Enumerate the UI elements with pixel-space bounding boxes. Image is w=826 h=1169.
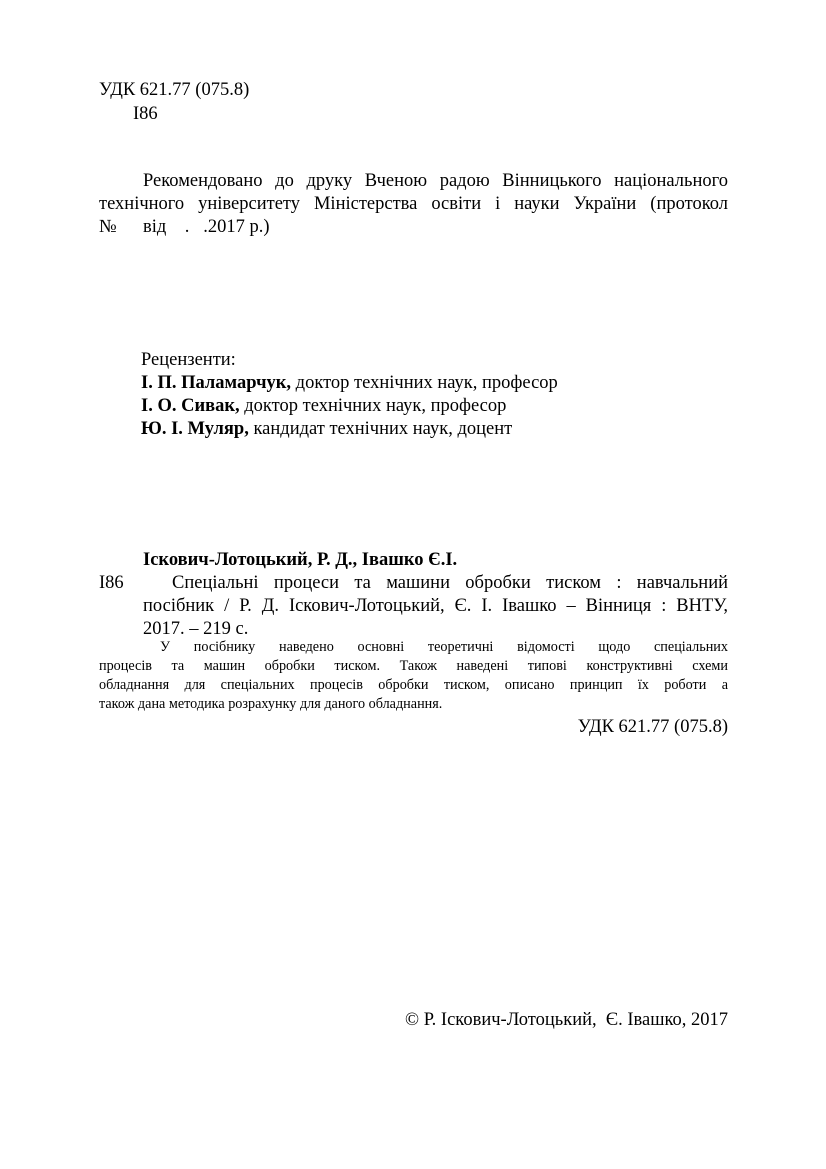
reviewer-1 <box>141 372 558 394</box>
abstract-line-4: також дана методика розрахунку для даного обладнання. <box>99 696 443 712</box>
reviewer-name: І. О. Сивак, <box>141 396 240 416</box>
abstract-line-1: У посібнику наведено основні теоретичні відомості щодо спеціальних <box>160 639 728 655</box>
reviewer-title: кандидат технічних наук, доцент <box>248 419 513 439</box>
copyright-notice: © Р. Іскович-Лотоцький, Є. Івашко, 2017 <box>405 1010 728 1030</box>
catalog-line-3: 2017. – 219 с. <box>143 619 249 639</box>
udk-code: УДК 621.77 (075.8) <box>99 80 250 100</box>
recommendation-line-2: технічного університету Міністерства освіти і науки України (протокол <box>99 194 728 214</box>
reviewers-heading: Рецензенти: <box>141 350 236 370</box>
catalog-line-1: Спеціальні процеси та машини обробки тиском : навчальний <box>172 573 728 593</box>
catalog-udk: УДК 621.77 (075.8) <box>577 717 728 737</box>
abstract-line-3: обладнання для спеціальних процесів обробки тиском, описано принцип їх роботи а <box>99 677 728 693</box>
reviewer-3 <box>141 418 512 440</box>
catalog-card-index: І86 <box>99 573 124 593</box>
catalog-authors: Іскович-Лотоцький, Р. Д., Івашко Є.І. <box>143 550 458 570</box>
recommendation-line-1: Рекомендовано до друку Вченою радою Вінницького національного <box>143 171 728 191</box>
recommendation-line-3: від . .2017 р.) <box>143 217 270 237</box>
catalog-line-2: посібник / Р. Д. Іскович-Лотоцький, Є. І. Івашко – Вінниця : ВНТУ, <box>143 596 728 616</box>
abstract-line-2: процесів та машин обробки тиском. Також наведені типові конструктивні схеми <box>99 658 728 674</box>
reviewer-name: Ю. І. Муляр, <box>141 419 249 439</box>
recommendation-number-sign: № <box>99 217 117 237</box>
catalog-index: І86 <box>133 104 158 124</box>
reviewer-title: доктор технічних наук, професор <box>291 373 558 393</box>
reviewer-name: І. П. Паламарчук, <box>141 373 292 393</box>
reviewer-2 <box>141 395 506 417</box>
reviewer-title: доктор технічних наук, професор <box>239 396 507 416</box>
